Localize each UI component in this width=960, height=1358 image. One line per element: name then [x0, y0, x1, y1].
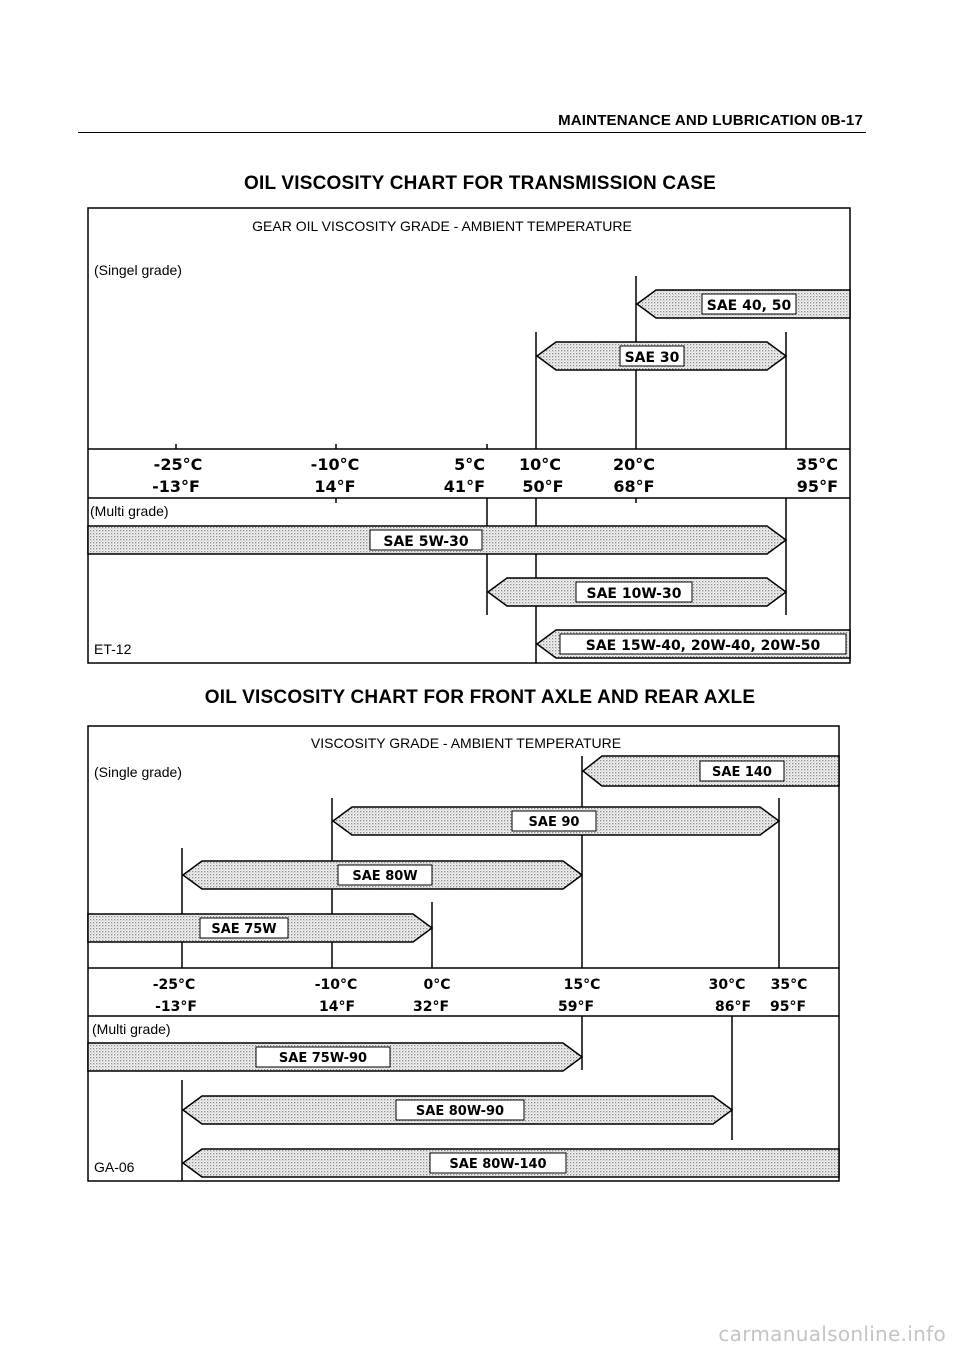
bar-sae-80w — [183, 861, 582, 889]
chart-subtitle: GEAR OIL VISCOSITY GRADE - AMBIENT TEMPERATURE — [252, 218, 632, 234]
bar-label: SAE 75W — [211, 922, 277, 937]
bar-label: SAE 90 — [528, 815, 580, 830]
temp-c-label: 35°C — [770, 977, 808, 993]
bar-sae-80w-140 — [183, 1149, 839, 1177]
bar-label: SAE 140 — [712, 765, 772, 780]
watermark: carmanualsonline.info — [718, 1322, 946, 1346]
bar-sae-75w — [88, 914, 432, 942]
single-grade-label: (Singel grade) — [94, 262, 182, 278]
multi-grade-label: (Multi grade) — [90, 503, 169, 519]
temp-c-label: 30°C — [708, 977, 746, 993]
bar-sae-90 — [333, 807, 779, 835]
bar-label: SAE 15W-40, 20W-40, 20W-50 — [585, 638, 821, 654]
bar-label: SAE 80W-140 — [449, 1157, 547, 1172]
temp-c-label: 20°C — [612, 455, 656, 474]
temp-f-label: 95°F — [769, 999, 807, 1015]
bar-label: SAE 80W-90 — [415, 1104, 505, 1119]
bar-label: SAE 10W-30 — [586, 586, 682, 602]
temp-f-labels — [152, 477, 838, 496]
bar-sae-30 — [537, 342, 786, 370]
temp-f-label: 86°F — [714, 999, 752, 1015]
bar-label: SAE 80W — [352, 869, 418, 884]
single-grade-label: (Single grade) — [94, 764, 182, 780]
page-header: MAINTENANCE AND LUBRICATION 0B-17 — [558, 112, 863, 129]
temp-c-label: 10°C — [518, 455, 562, 474]
axle-viscosity-chart — [0, 718, 960, 1188]
temp-f-labels — [155, 999, 806, 1015]
temp-f-label: 50°F — [522, 477, 564, 496]
temp-c-label: 15°C — [563, 977, 601, 993]
bar-sae-10w-30 — [488, 578, 786, 606]
axle-chart-title: OIL VISCOSITY CHART FOR FRONT AXLE AND REAR AXLE — [204, 687, 756, 708]
temp-c-label: 0°C — [423, 977, 451, 993]
multi-grade-label: (Multi grade) — [92, 1021, 171, 1037]
temp-c-label: 35°C — [795, 455, 838, 474]
bar-sae-15w-40 — [537, 630, 850, 658]
temp-f-label: 32°F — [412, 999, 450, 1015]
temp-f-label: 95°F — [796, 477, 838, 496]
temp-f-label: 59°F — [557, 999, 595, 1015]
temp-f-label: 14°F — [318, 999, 356, 1015]
chart-code: GA-06 — [94, 1159, 135, 1175]
temp-f-label: -13°F — [152, 477, 200, 496]
bar-sae-80w-90 — [183, 1096, 732, 1124]
temp-c-label: 5°C — [454, 455, 485, 474]
temp-f-label: 68°F — [613, 477, 655, 496]
temp-c-labels — [154, 455, 838, 474]
temp-c-label: -25°C — [153, 455, 203, 474]
bar-sae-140 — [583, 756, 839, 786]
bar-label: SAE 30 — [624, 350, 680, 366]
chart-code: ET-12 — [94, 641, 132, 657]
bar-sae-5w-30 — [88, 526, 786, 554]
temp-c-labels — [153, 977, 808, 993]
temp-f-label: 14°F — [314, 477, 356, 496]
bar-label: SAE 75W-90 — [278, 1051, 368, 1066]
temp-c-label: -25°C — [152, 977, 196, 993]
temp-f-label: -13°F — [155, 999, 197, 1015]
temp-f-label: 41°F — [443, 477, 485, 496]
bar-sae-40-50 — [637, 290, 850, 318]
header-rule — [78, 132, 866, 133]
transmission-viscosity-chart — [0, 200, 960, 670]
transmission-chart-title: OIL VISCOSITY CHART FOR TRANSMISSION CASE — [244, 173, 716, 194]
chart-subtitle: VISCOSITY GRADE - AMBIENT TEMPERATURE — [310, 735, 622, 751]
temp-c-label: -10°C — [314, 977, 358, 993]
bar-label: SAE 40, 50 — [706, 298, 792, 314]
bar-label: SAE 5W-30 — [383, 534, 469, 550]
temp-c-label: -10°C — [310, 455, 360, 474]
bar-sae-75w-90 — [88, 1043, 582, 1071]
